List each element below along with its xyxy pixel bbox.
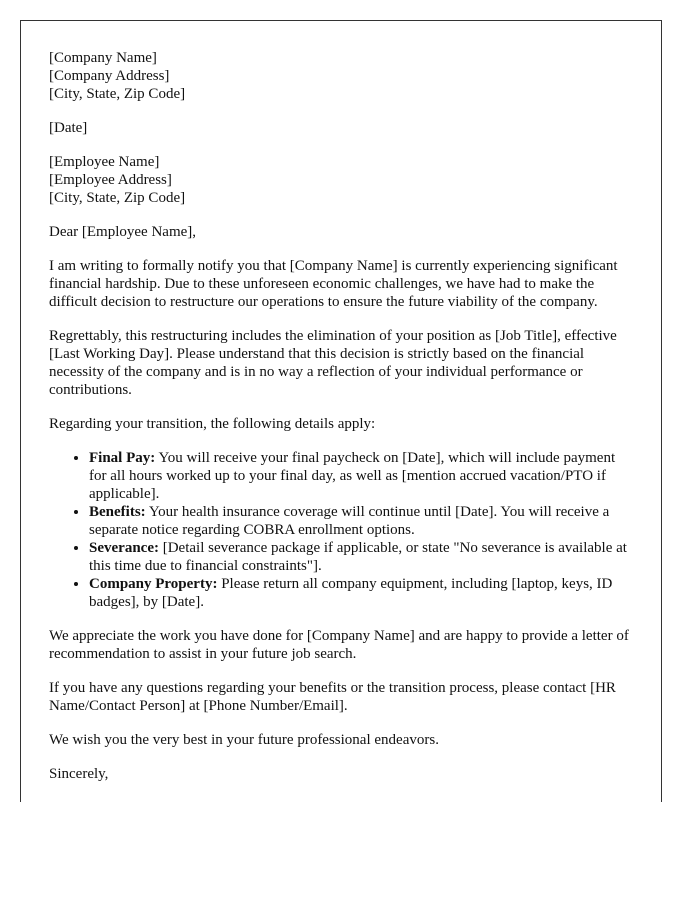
list-item [89, 539, 634, 575]
body-paragraph: Regarding your transition, the following details apply: [49, 416, 376, 432]
detail-label: Benefits: [89, 504, 146, 520]
sender-city-state-zip: [City, State, Zip Code] [49, 86, 186, 102]
sender-company-address: [Company Address] [49, 68, 170, 84]
letter-page [20, 20, 662, 802]
recipient-address-line: [Employee Address] [49, 172, 172, 188]
detail-text: Please return all company equipment, including [laptop, keys, ID badges], by [Date]. [89, 576, 613, 610]
signoff: Sincerely, [49, 766, 109, 782]
detail-text: You will receive your final paycheck on [Date], which will include payment for all hours worked up to your final day, as well as [mention accrued vacation/PTO if applicable]. [89, 450, 616, 502]
detail-label: Severance: [89, 540, 159, 556]
transition-details-list [49, 449, 634, 611]
list-item [89, 503, 634, 539]
salutation: Dear [Employee Name], [49, 224, 197, 240]
letter-date: [Date] [49, 120, 88, 136]
list-item [89, 575, 634, 611]
closing-paragraph: If you have any questions regarding your benefits or the transition process, please contact [HR Name/Contact Person] at [Phone Number/Email]. [49, 680, 616, 714]
sender-company-name: [Company Name] [49, 50, 157, 66]
sender-address [49, 49, 634, 103]
closing-paragraph: We wish you the very best in your future professional endeavors. [49, 732, 439, 748]
recipient-name: [Employee Name] [49, 154, 160, 170]
detail-text: [Detail severance package if applicable, or state "No severance is available at this time due to financial constraints"]. [89, 540, 627, 574]
detail-label: Company Property: [89, 576, 218, 592]
recipient-address [49, 153, 634, 207]
detail-label: Final Pay: [89, 450, 156, 466]
list-item [89, 449, 634, 503]
detail-text: Your health insurance coverage will continue until [Date]. You will receive a separate notice regarding COBRA enrollment options. [89, 504, 610, 538]
body-paragraph: I am writing to formally notify you that [Company Name] is currently experiencing significant financial hardship. Due to these unforeseen economic challenges, we have had to make the difficult decision to restructure our operations to ensure the future viability of the company. [49, 258, 618, 310]
recipient-city-state-zip: [City, State, Zip Code] [49, 190, 186, 206]
body-paragraph: Regrettably, this restructuring includes the elimination of your position as [Job Title], effective [Last Working Day]. Please understand that this decision is strictly based on the financial necessity of the company and is in no way a reflection of your individual performance or contributions. [49, 328, 617, 398]
closing-paragraph: We appreciate the work you have done for [Company Name] and are happy to provide a letter of recommendation to assist in your future job search. [49, 628, 629, 662]
